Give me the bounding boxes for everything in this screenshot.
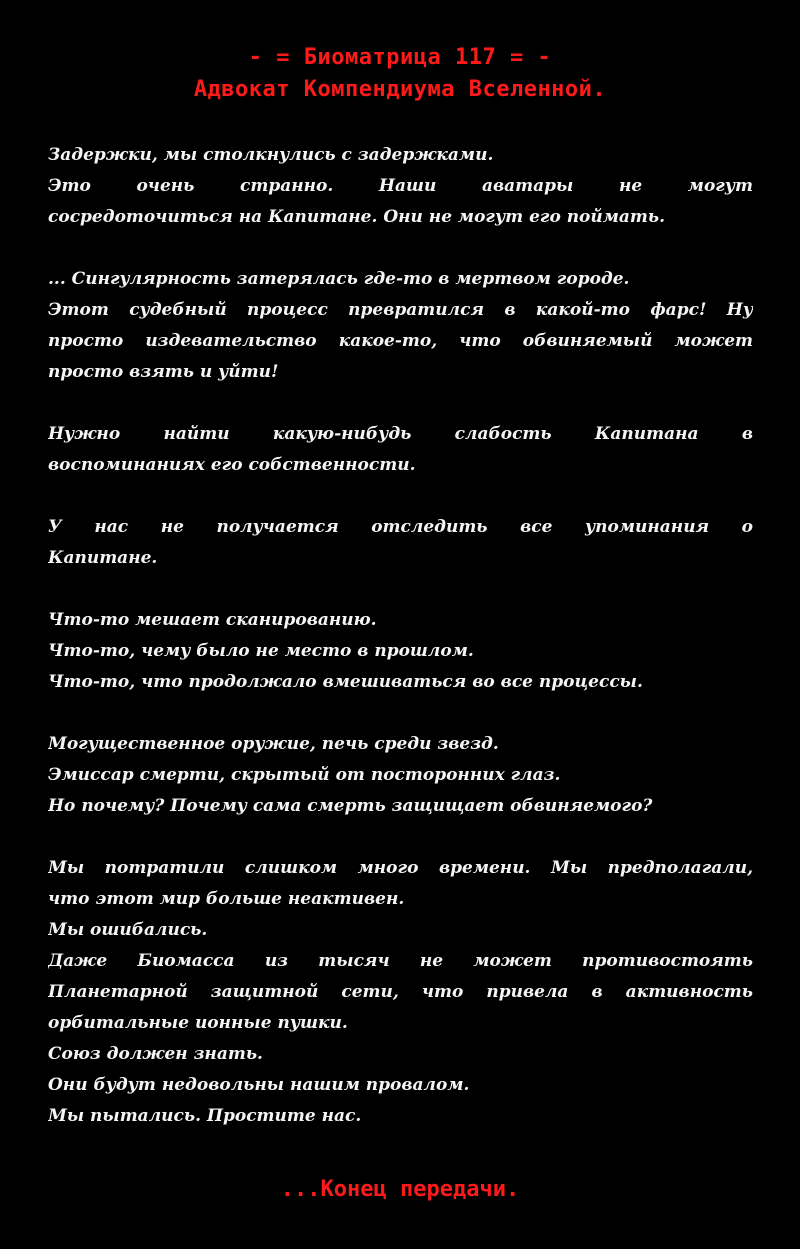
header-title: - = Биоматрица 117 = - xyxy=(248,45,552,70)
text-line: Нужно найти какую-нибудь слабость Капитана в xyxy=(48,424,753,444)
text-line: Мы потратили слишком много времени. Мы предполагали, xyxy=(48,858,753,878)
text-line: Задержки, мы столкнулись с задержками. xyxy=(48,145,494,165)
text-line: Могущественное оружие, печь среди звезд. xyxy=(48,734,499,754)
text-line: Что-то, чему было не место в прошлом. xyxy=(48,641,474,661)
transmission-footer: ...Конец передачи. xyxy=(280,1177,520,1202)
paragraph xyxy=(48,140,753,233)
text-line: У нас не получается отследить все упоминания о xyxy=(48,517,753,537)
text-line: Планетарной защитной сети, что привела в активность xyxy=(48,982,753,1002)
paragraph xyxy=(48,512,753,574)
transmission-header xyxy=(0,42,800,106)
text-line: просто издевательство какое-то, что обвиняемый может xyxy=(48,331,753,351)
paragraph xyxy=(48,264,753,388)
header-subtitle: Адвокат Компендиума Вселенной. xyxy=(193,77,607,102)
text-line: Но почему? Почему сама смерть защищает обвиняемого? xyxy=(48,796,653,816)
text-line: сосредоточиться на Капитане. Они не могут его поймать. xyxy=(48,207,666,227)
text-line: воспоминаниях его собственности. xyxy=(48,455,416,475)
text-line: Что-то, что продолжало вмешиваться во все процессы. xyxy=(48,672,643,692)
text-line: что этот мир больше неактивен. xyxy=(48,889,405,909)
text-line: ... Сингулярность затерялась где-то в мертвом городе. xyxy=(48,269,630,289)
text-line: Они будут недовольны нашим провалом. xyxy=(48,1075,470,1095)
text-line: Даже Биомасса из тысяч не может противостоять xyxy=(48,951,753,971)
text-line: Этот судебный процесс превратился в какой-то фарс! Ну xyxy=(48,300,753,320)
text-line: Капитане. xyxy=(48,548,158,568)
paragraph xyxy=(48,729,753,822)
text-line: Это очень странно. Наши аватары не могут xyxy=(48,176,753,196)
paragraph xyxy=(48,419,753,481)
text-line: Союз должен знать. xyxy=(48,1044,263,1064)
text-line: Что-то мешает сканированию. xyxy=(48,610,377,630)
text-line: просто взять и уйти! xyxy=(48,362,279,382)
text-line: Мы ошибались. xyxy=(48,920,208,940)
text-line: Эмиссар смерти, скрытый от посторонних глаз. xyxy=(48,765,561,785)
paragraph xyxy=(48,605,753,698)
transmission-body xyxy=(48,140,753,1163)
text-line: Мы пытались. Простите нас. xyxy=(48,1106,362,1126)
text-line: орбитальные ионные пушки. xyxy=(48,1013,348,1033)
paragraph xyxy=(48,853,753,1132)
